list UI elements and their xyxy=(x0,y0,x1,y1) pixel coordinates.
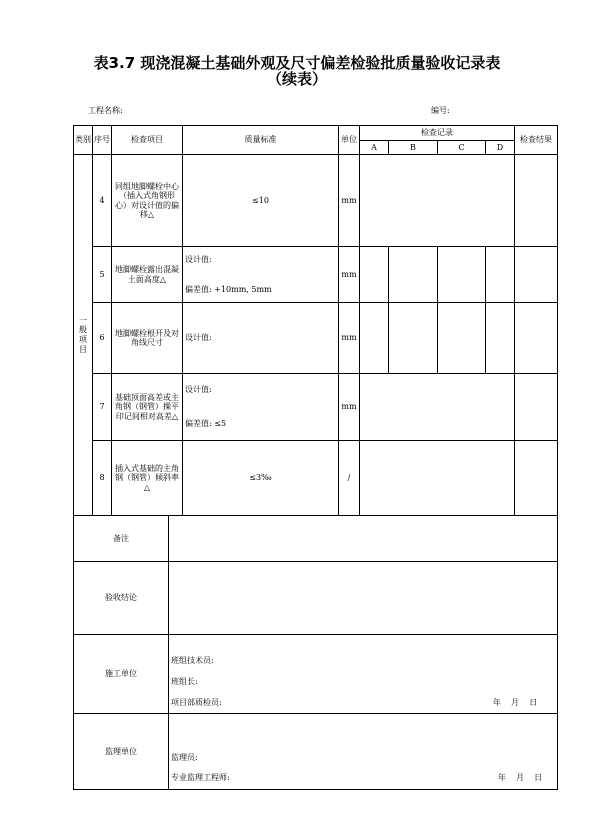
date-supervision: 年 月 日 xyxy=(497,773,543,783)
header-seq: 序号 xyxy=(94,135,110,145)
row-8-unit: / xyxy=(347,473,351,483)
row-6-seq: 6 xyxy=(99,333,105,343)
category-label: 一般项目 xyxy=(79,315,87,354)
row-8-standard: ≤3‰ xyxy=(249,473,272,483)
project-qc-label: 项目部质检员: xyxy=(171,698,222,708)
project-name-label: 工程名称: xyxy=(88,106,123,115)
row-8-item: 插入式基础的主角钢（钢管）倾斜率△ xyxy=(115,464,179,492)
row-5-deviation: 偏差值: +10mm, 5mm xyxy=(185,285,272,295)
category-general-items xyxy=(74,155,92,515)
construction-unit-label: 施工单位 xyxy=(105,669,137,679)
row-8-seq: 8 xyxy=(99,473,105,483)
supervision-unit-label: 监理单位 xyxy=(105,746,137,756)
row-5-seq: 5 xyxy=(99,269,105,279)
row-5-unit: mm xyxy=(341,269,357,279)
row-4-seq: 4 xyxy=(99,195,105,205)
header-standard: 质量标准 xyxy=(244,135,277,145)
row-6-design-value: 设计值: xyxy=(185,333,212,343)
header-col-b: B xyxy=(410,142,416,152)
header-category: 类别 xyxy=(75,135,91,145)
number-label: 编号: xyxy=(431,106,450,115)
team-tech-label: 班组技术员: xyxy=(171,656,214,666)
row-7-seq: 7 xyxy=(99,402,105,412)
header-record: 检查记录 xyxy=(421,128,453,138)
team-leader-label: 班组长: xyxy=(171,677,198,687)
row-6-unit: mm xyxy=(341,333,357,343)
row-4-standard: ≤10 xyxy=(252,195,269,205)
header-item: 检查项目 xyxy=(131,135,163,145)
row-7-deviation: 偏差值: ≤5 xyxy=(185,419,227,429)
date-construction: 年 月 日 xyxy=(492,698,538,708)
document-subtitle: （续表） xyxy=(266,70,327,88)
remarks-label: 备注 xyxy=(113,533,129,543)
header-col-d: D xyxy=(496,142,504,152)
supervisor-label: 监理员: xyxy=(171,753,198,763)
header-unit: 单位 xyxy=(341,135,357,145)
row-4-unit: mm xyxy=(341,195,357,205)
row-7-unit: mm xyxy=(341,402,357,412)
chief-supervisor-label: 专业监理工程师: xyxy=(171,773,230,783)
row-6-item: 地脚螺栓根开及对角线尺寸 xyxy=(115,328,179,347)
header-col-c: C xyxy=(458,142,465,152)
row-5-design-value: 设计值: xyxy=(185,255,212,265)
header-result: 检查结果 xyxy=(520,135,552,145)
conclusion-label: 验收结论 xyxy=(105,593,137,603)
row-4-item: 同组地脚螺栓中心（插入式角钢形心）对设计值的偏移△ xyxy=(115,182,179,219)
row-7-design-value: 设计值: xyxy=(185,385,212,395)
document-title: 表3.7 现浇混凝土基础外观及尺寸偏差检验批质量验收记录表 xyxy=(93,54,501,72)
header-col-a: A xyxy=(371,142,377,152)
row-7-item: 基础顶面高差或主角钢（钢管）操平印记间相对高差△ xyxy=(115,393,179,421)
row-5-item: 地脚螺栓露出混凝土面高度△ xyxy=(115,265,179,284)
